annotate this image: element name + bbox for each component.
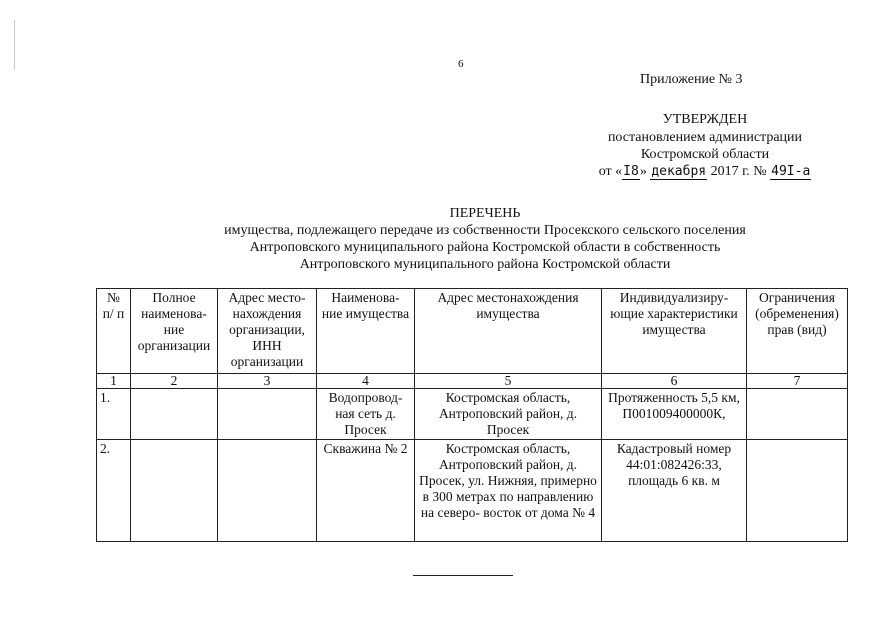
approval-line-1: постановлением администрации xyxy=(607,130,803,145)
column-number: 2 xyxy=(131,374,218,389)
header-cell-restrictions: Ограничения (обременения) прав (вид) xyxy=(747,289,848,374)
column-number: 3 xyxy=(218,374,317,389)
org-name-cell xyxy=(131,440,218,542)
title-heading: ПЕРЕЧЕНЬ xyxy=(449,206,521,221)
column-number: 5 xyxy=(415,374,602,389)
header-cell-org-name: Полное наименова- ние организации xyxy=(131,289,218,374)
column-number: 7 xyxy=(747,374,848,389)
date-month: декабря xyxy=(651,164,707,179)
date-mid: » xyxy=(639,164,647,179)
decree-number: 49I-а xyxy=(771,164,811,179)
row-number: 1. xyxy=(97,389,131,440)
date-year: 2017 г. № xyxy=(710,164,767,179)
property-table xyxy=(96,288,848,542)
restrictions-cell xyxy=(747,440,848,542)
scan-edge-mark xyxy=(14,20,15,70)
document-title xyxy=(150,205,820,273)
header-cell-property-address: Адрес местонахождения имущества xyxy=(415,289,602,374)
header-cell-property-name: Наименова- ние имущества xyxy=(317,289,415,374)
column-number: 1 xyxy=(97,374,131,389)
characteristics-cell: Кадастровый номер 44:01:082426:33, площадь 6 кв. м xyxy=(602,440,747,542)
column-number: 4 xyxy=(317,374,415,389)
org-name-cell xyxy=(131,389,218,440)
approval-date-line xyxy=(585,163,825,180)
title-line-2: Антроповского муниципального района Костромской области в собственность xyxy=(249,240,721,255)
approval-block xyxy=(585,111,825,180)
closing-rule xyxy=(413,575,513,576)
header-cell-characteristics: Индивидуализиру- ющие характеристики имущества xyxy=(602,289,747,374)
date-prefix: от « xyxy=(598,164,623,179)
header-cell-org-address: Адрес место- нахождения организации, ИНН организации xyxy=(218,289,317,374)
restrictions-cell xyxy=(747,389,848,440)
row-number: 2. xyxy=(97,440,131,542)
approval-heading: УТВЕРЖДЕН xyxy=(662,112,748,127)
table-row xyxy=(97,389,848,440)
property-address-cell: Костромская область, Антроповский район, д. Просек xyxy=(415,389,602,440)
title-line-3: Антроповского муниципального района Костромской области xyxy=(299,257,671,272)
org-address-cell xyxy=(218,389,317,440)
title-line-1: имущества, подлежащего передаче из собственности Просекского сельского поселения xyxy=(224,223,746,238)
characteristics-cell: Протяженность 5,5 км, П001009400000К, xyxy=(602,389,747,440)
org-address-cell xyxy=(218,440,317,542)
table-row xyxy=(97,440,848,542)
header-cell-num: № п/ п xyxy=(97,289,131,374)
table-header-row xyxy=(97,289,848,374)
property-name-cell: Скважина № 2 xyxy=(317,440,415,542)
column-number-row xyxy=(97,374,848,389)
property-address-cell: Костромская область, Антроповский район, д. Просек, ул. Нижняя, примерно в 300 метрах по направлению на северо- восток от дома № 4 xyxy=(415,440,602,542)
page-number: 6 xyxy=(458,58,464,70)
appendix-label: Приложение № 3 xyxy=(640,72,743,87)
column-number: 6 xyxy=(602,374,747,389)
date-day: I8 xyxy=(623,164,639,179)
approval-line-2: Костромской области xyxy=(640,147,770,162)
property-name-cell: Водопровод- ная сеть д. Просек xyxy=(317,389,415,440)
